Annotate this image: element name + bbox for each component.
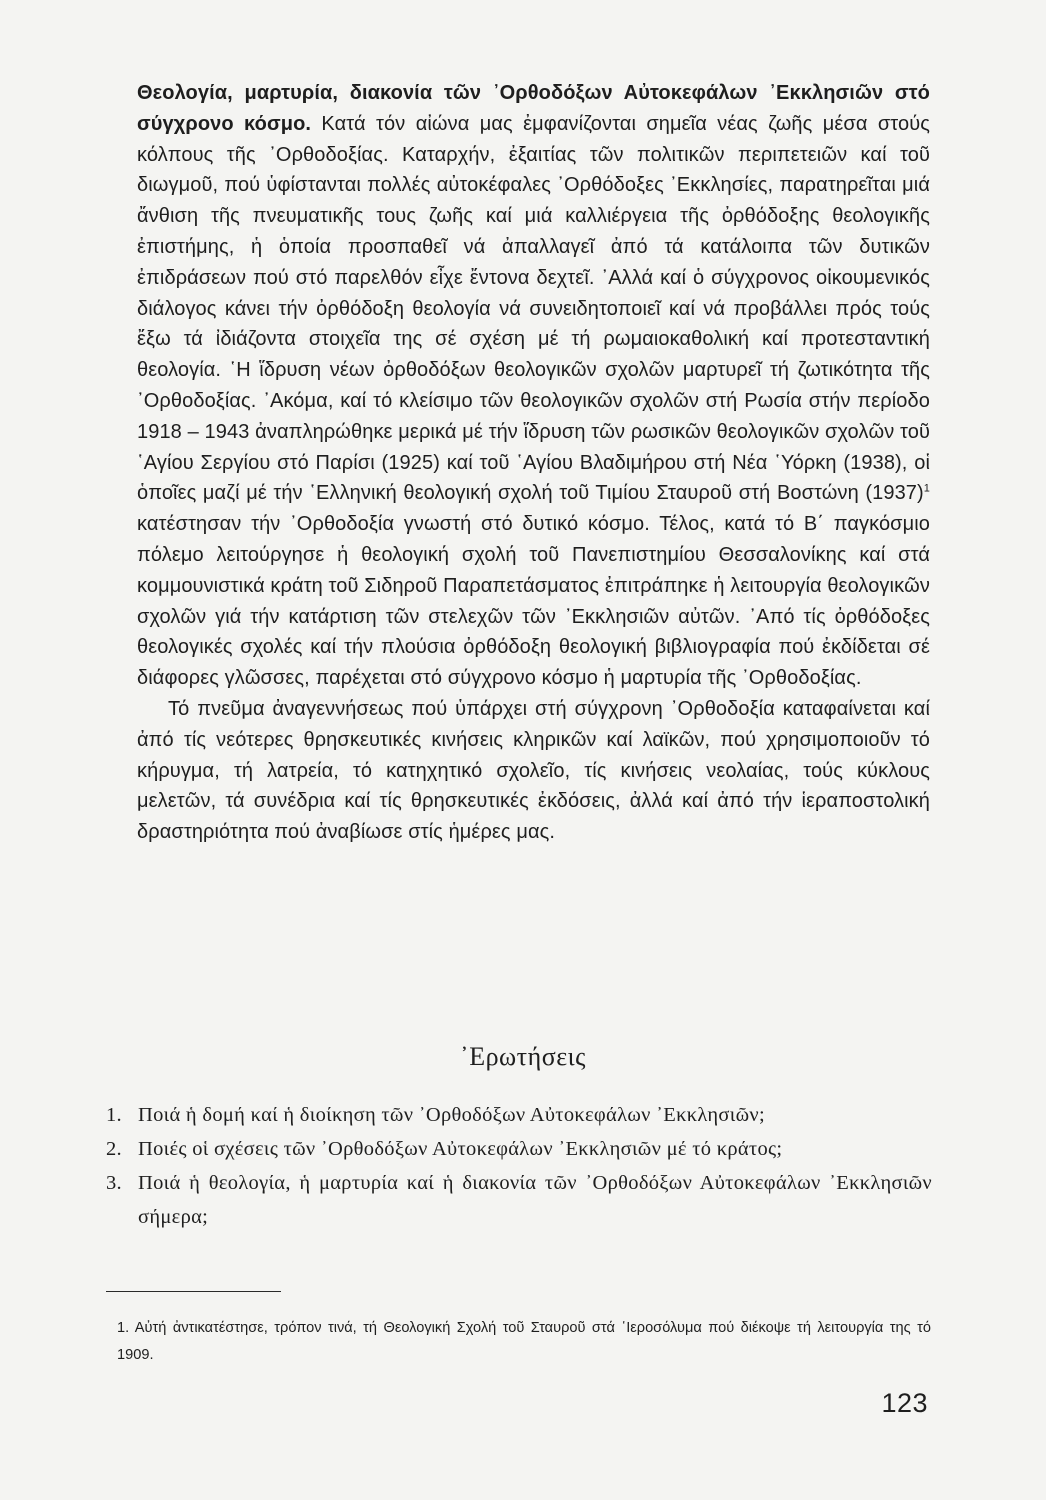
main-text — [137, 78, 930, 848]
question-number: 2. — [106, 1138, 122, 1160]
question-item — [106, 1132, 932, 1166]
question-text: Ποιές οἱ σχέσεις τῶν ᾿Ορθοδόξων Αὐτοκεφάλων ᾿Εκκλησιῶν μέ τό κράτος; — [138, 1138, 783, 1160]
question-text: Ποιά ἡ θεολογία, ἡ μαρτυρία καί ἡ διακονία τῶν ᾿Ορθοδόξων Αὐτοκεφάλων ᾿Εκκλησιῶν σήμερα; — [138, 1172, 932, 1228]
page-number: 123 — [881, 1388, 928, 1418]
question-item — [106, 1098, 932, 1132]
question-text: Ποιά ἡ δομή καί ἡ διοίκηση τῶν ᾿Ορθοδόξων Αὐτοκεφάλων ᾿Εκκλησιῶν; — [138, 1104, 765, 1126]
question-number: 3. — [106, 1172, 122, 1194]
footnote-divider — [106, 1291, 281, 1292]
paragraph-1-text-continued: κατέστησαν τήν ᾿Ορθοδοξία γνωστή στό δυτικό κόσμο. Τέλος, κατά τό Β΄ παγκόσμιο πόλεμο λειτούργησε ἡ θεολογική σχολή τοῦ Πανεπιστημίου Θεσσαλονίκης καί στά κομμουνιστικά κράτη τοῦ Σιδηροῦ Παραπετάσματος ἐπιτράπηκε ἡ λειτουργία θεολογικῶν σχολῶν γιά τήν κατάρτιση τῶν στελεχῶν τῶν ᾿Εκκλησιῶν αὐτῶν. ᾿Από τίς ὀρθόδοξες θεολογικές σχολές καί τήν πλούσια ὀρθόδοξη θεολογική βιβλιογραφία πού ἐκδίδεται σέ διάφορες γλῶσσες, παρέχεται στό σύγχρονο κόσμο ἡ μαρτυρία τῆς ᾿Ορθοδοξίας. — [137, 513, 930, 690]
question-number: 1. — [106, 1104, 122, 1126]
questions-list — [106, 1098, 932, 1234]
question-item — [106, 1166, 932, 1234]
paragraph-2: Τό πνεῦμα ἀναγεννήσεως πού ὑπάρχει στή σύγχρονη ᾿Ορθοδοξία καταφαίνεται καί ἀπό τίς νεότερες θρησκευτικές κινήσεις κληρικῶν καί λαϊκῶν, πού χρησιμοποιοῦν τό κήρυγμα, τή λατρεία, τό κατηχητικό σχολεῖο, τίς κινήσεις νεολαίας, τούς κύκλους μελετῶν, τά συνέδρια καί τίς θρησκευτικές ἐκδόσεις, ἀλλά καί ἀπό τήν ἱεραποστολική δραστηριότητα πού ἀναβίωσε στίς ἡμέρες μας. — [137, 697, 930, 844]
paragraph-1 — [137, 78, 930, 694]
footnote-marker: 1 — [923, 482, 930, 495]
section-lead-heading: Θεολογία, μαρτυρία, διακονία τῶν ᾿Ορθοδόξων Αὐτοκεφάλων ᾿Εκκλησιῶν στό σύγχρονο κόσμο. — [137, 82, 930, 135]
paragraph-1-text: Κατά τόν αἰώνα μας ἐμφανίζονται σημεῖα νέας ζωῆς μέσα στούς κόλπους τῆς ᾿Ορθοδοξίας. Καταρχήν, ἐξαιτίας τῶν πολιτικῶν περιπετειῶν καί τοῦ διωγμοῦ, πού ὑφίστανται πολλές αὐτοκέφαλες ᾿Ορθόδοξες ᾿Εκκλησίες, παρατηρεῖται μιά ἄνθιση τῆς πνευματικῆς τους ζωῆς καί μιά καλλιέργεια τῆς ὀρθόδοξης θεολογικῆς ἐπιστήμης, ἡ ὁποία προσπαθεῖ νά ἀπαλλαγεῖ ἀπό τά κατάλοιπα τῶν δυτικῶν ἐπιδράσεων πού στό παρελθόν εἶχε ἔντονα δεχτεῖ. ᾿Αλλά καί ὁ σύγχρονος οἰκουμενικός διάλογος κάνει τήν ὀρθόδοξη θεολογία νά συνειδητοποιεῖ καί νά προβάλλει πρός τούς ἔξω τά ἰδιάζοντα στοιχεῖα της σέ σχέση μέ τή ρωμαιοκαθολική καί προτεσταντική θεολογία. ῾Η ἵδρυση νέων ὀρθοδόξων θεολογικῶν σχολῶν μαρτυρεῖ τή ζωτικότητα τῆς ᾿Ορθοδοξίας. ᾿Ακόμα, καί τό κλείσιμο τῶν θεολογικῶν σχολῶν στή Ρωσία στήν περίοδο 1918 – 1943 ἀναπληρώθηκε μερικά μέ τήν ἵδρυση τῶν ρωσικῶν θεολογικῶν σχολῶν τοῦ ῾Αγίου Σεργίου στό Παρίσι (1925) καί τοῦ ῾Αγίου Βλαδιμήρου στή Νέα ῾Υόρκη (1938), οἱ ὁποῖες μαζί μέ τήν ῾Ελληνική θεολογική σχολή τοῦ Τιμίου Σταυροῦ στή Βοστώνη (1937) — [137, 112, 931, 505]
questions-heading: ᾿Ερωτήσεις — [460, 1042, 586, 1071]
footnote: 1. Αὐτή ἀντικατέστησε, τρόπον τινά, τή Θεολογική Σχολή τοῦ Σταυροῦ στά ῾Ιεροσόλυμα πού διέκοψε τή λειτουργία της τό 1909. — [117, 1320, 931, 1363]
